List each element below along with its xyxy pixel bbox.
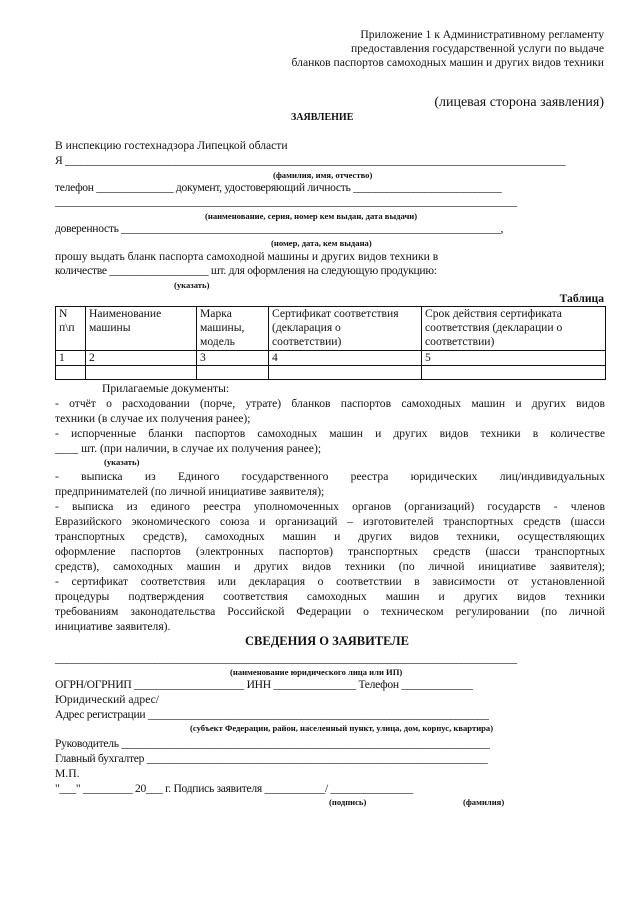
document-title: ЗАЯВЛЕНИЕ [291, 112, 354, 123]
attached-caption: (указать) [104, 457, 140, 467]
stamp-place: М.П. [55, 767, 80, 780]
document-details-caption: (наименование, серия, номер кем выдан, дата выдачи) [205, 211, 418, 221]
attached-line: ____ шт. (при наличии, в случае их получения ранее); [55, 442, 322, 455]
surname-caption: (фамилия) [463, 797, 505, 807]
attached-line: Евразийского экономического союза и организаций – изготовителей транспортных средств (шасси [55, 515, 605, 528]
attached-line: инициативе заявителя). [55, 620, 171, 633]
table-cell [86, 366, 197, 380]
applicant-org-caption: (наименование юридического лица или ИП) [230, 667, 403, 677]
applicant-org-field: ____________________________________________________________________________________ [55, 652, 517, 665]
table-cell: 4 [269, 351, 422, 366]
table-cell: 5 [422, 351, 606, 366]
attached-line: оформление паспортов (электронных паспортов) транспортных средств (шасси транспортных [55, 545, 605, 558]
proxy-field: доверенность _____________________________________________________________________, [55, 222, 504, 235]
attached-line: техники (в случае их получения ранее); [55, 412, 251, 425]
request-line-2: количестве __________________ шт. для оформления на следующую продукцию: [55, 264, 437, 277]
quantity-caption: (указать) [174, 280, 210, 290]
address-caption: (субъект Федерации, район, населенный пункт, улица, дом, корпус, квартира) [190, 723, 494, 733]
attached-line: процедуры подтверждения соответствия самоходных машин и других видов техники [55, 590, 605, 603]
table-cell: 3 [197, 351, 269, 366]
table-cell: 1 [56, 351, 86, 366]
head-field: Руководитель ___________________________________________________________________ [55, 737, 490, 750]
header-line-3: бланков паспортов самоходных машин и других видов техники [291, 56, 604, 69]
attached-line: - выписка из Единого государственного реестра юридических лиц/индивидуальных [55, 470, 605, 483]
table-cell [197, 366, 269, 380]
chief-accountant-field: Главный бухгалтер ______________________________________________________________ [55, 752, 488, 765]
ogrn-inn-phone-field: ОГРН/ОГРНИП ____________________ ИНН _______________ Телефон _____________ [55, 678, 473, 691]
table-cell [56, 366, 86, 380]
table-cell [269, 366, 422, 380]
date-signature-field: "___" _________ 20___ г. Подпись заявителя ___________/ _______________ [55, 782, 413, 795]
applicant-name-field: Я ___________________________________________________________________________________________ [55, 154, 566, 167]
header-line-1: Приложение 1 к Административному регламенту [360, 28, 604, 41]
table-cell [422, 366, 606, 380]
products-table [55, 306, 606, 380]
header-cell-validity: Срок действия сертификата соответствия (декларации о соответствии) [422, 307, 606, 351]
proxy-caption: (номер, дата, кем выдана) [271, 238, 372, 248]
table-cell: 2 [86, 351, 197, 366]
legal-address-label: Юридический адрес/ [55, 693, 160, 706]
attached-line: - сертификат соответствия или декларация о соответствии в зависимости от установленной [55, 575, 605, 588]
attached-line: - отчёт о расходовании (порче, утрате) бланков паспортов самоходных машин и других видов [55, 397, 605, 410]
applicant-name-caption: (фамилия, имя, отчество) [273, 170, 373, 180]
attached-line: предпринимателей (по личной инициативе заявителя); [55, 485, 325, 498]
request-line-1: прошу выдать бланк паспорта самоходной машины и других видов техники в [55, 250, 439, 263]
registration-address-field: Адрес регистрации ______________________________________________________________ [55, 708, 489, 721]
header-cell-certificate: Сертификат соответствия (декларация о соответствии) [269, 307, 422, 351]
attached-line: требованиям законодательства Российской Федерации о техническом регулировании (по личной [55, 605, 605, 618]
attached-heading: Прилагаемые документы: [102, 382, 230, 395]
table-label: Таблица [559, 292, 604, 305]
attached-line: транспортных средств), самоходных машин и других видов техники, осуществляющих [55, 530, 605, 543]
header-cell-machine-name: Наименование машины [86, 307, 197, 351]
attached-line: - выписка из единого реестра уполномоченных органов (организаций) государств - членов [55, 500, 605, 513]
side-note: (лицевая сторона заявления) [434, 95, 604, 110]
attached-line: средств), самоходных машин и других видов техники (по личной инициативе заявителя); [55, 560, 605, 573]
document-details-field: ____________________________________________________________________________________ [55, 195, 517, 208]
applicant-heading: СВЕДЕНИЯ О ЗАЯВИТЕЛЕ [245, 634, 409, 648]
header-line-2: предоставления государственной услуги по выдаче [350, 42, 604, 55]
header-cell-number: N п\п [56, 307, 86, 351]
table-header-row [56, 307, 606, 351]
attached-line: - испорченные бланки паспортов самоходных машин и других видов техники в количестве [55, 427, 605, 440]
signature-caption: (подпись) [329, 797, 367, 807]
header-cell-brand-model: Марка машины, модель [197, 307, 269, 351]
inspection-line: В инспекцию гостехнадзора Липецкой области [55, 139, 288, 152]
phone-document-field: телефон ______________ документ, удостоверяющий личность ___________________________ [55, 181, 502, 194]
table-empty-row [56, 366, 606, 380]
table-number-row [56, 351, 606, 366]
